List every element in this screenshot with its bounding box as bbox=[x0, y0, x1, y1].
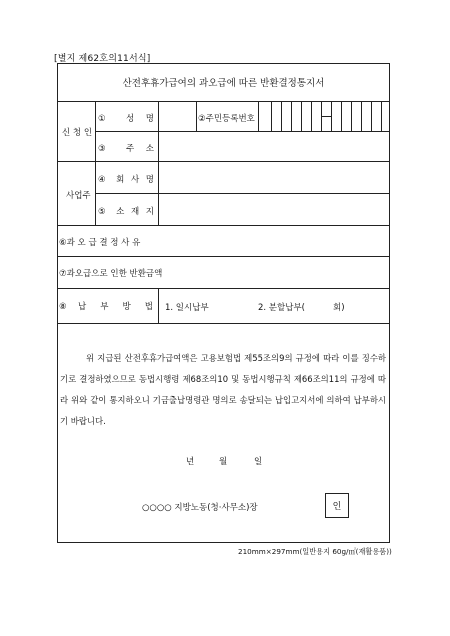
refund-amount-label: ⑦과오급으로 인한 반환금액 bbox=[59, 269, 163, 279]
rule-group-divider bbox=[95, 102, 96, 225]
rule-reason-bottom bbox=[57, 256, 390, 257]
payment-method-label: ⑧납 부 방 법 bbox=[59, 302, 153, 312]
date-month: 월 bbox=[219, 457, 228, 467]
rrn-box-divider bbox=[371, 102, 372, 131]
rrn-box-divider bbox=[341, 102, 342, 131]
date-year: 년 bbox=[186, 457, 195, 467]
rule-payment-bottom bbox=[57, 323, 390, 324]
rule-rrn-label-end bbox=[258, 102, 259, 131]
rrn-box-divider bbox=[331, 102, 332, 131]
issuing-office: ○○○○ 지방노동(청·사무소)장 bbox=[142, 503, 258, 513]
rrn-box-divider bbox=[301, 102, 302, 131]
rrn-box-divider bbox=[271, 102, 272, 131]
rrn-box-divider bbox=[361, 102, 362, 131]
rule-employer-bottom bbox=[57, 225, 390, 226]
payment-option-lump-sum: 1. 일시납부 bbox=[165, 303, 209, 313]
seal-box: 인 bbox=[325, 493, 349, 518]
payment-option-installment: 2. 분할납부( bbox=[258, 303, 305, 313]
rrn-label: ②주민등록번호 bbox=[198, 114, 255, 124]
rrn-box-divider bbox=[281, 102, 282, 131]
date-day: 일 bbox=[254, 457, 263, 467]
rrn-box-divider bbox=[351, 102, 352, 131]
form-number-label: [별지 제62호의11서식] bbox=[54, 54, 151, 64]
notice-body bbox=[60, 348, 386, 432]
rrn-dash bbox=[321, 116, 331, 117]
rule-applicant-mid bbox=[95, 131, 390, 132]
employer-group-label: 사업주 bbox=[66, 191, 91, 201]
rule-amount-bottom bbox=[57, 288, 390, 289]
notice-paragraph: 위 지급된 산전후휴가급여액은 고용보험법 제55조의9의 규정에 따라 이를 징수하기로 결정하였으므로 동법시행령 제68조의10 및 동법시행규칙 제66조의11의 규정에 따라 위와 같이 통지하오니 기금출납명령관 명의로 송달되는 납입고지서에 의하여 납부하시기 바랍니다. bbox=[60, 353, 386, 426]
rule-applicant-bottom bbox=[57, 161, 390, 162]
rrn-box-divider bbox=[291, 102, 292, 131]
overpayment-reason-label: ⑥과 오 급 결 정 사 유 bbox=[59, 238, 141, 248]
name-label: ① 성 명 bbox=[98, 114, 154, 124]
company-name-label: ④ 회 사 명 bbox=[98, 175, 154, 185]
rrn-box-divider bbox=[311, 102, 312, 131]
rule-payment-divider bbox=[158, 288, 159, 323]
payment-option-installment-end: 회) bbox=[333, 303, 345, 313]
paper-spec-footnote: 210mm×297mm(일반용지 60g/㎡(재활용품)) bbox=[238, 547, 392, 556]
rule-employer-mid bbox=[95, 193, 390, 194]
rule-label-divider bbox=[158, 102, 159, 225]
address-label: ③ 주 소 bbox=[98, 144, 154, 154]
company-location-label: ⑤ 소 재 지 bbox=[98, 207, 154, 217]
applicant-group-label: 신 청 인 bbox=[62, 128, 93, 138]
form-title: 산전후휴가급여의 과오급에 따른 반환결정통지서 bbox=[57, 63, 390, 102]
rule-name-end bbox=[196, 102, 197, 131]
rrn-box-divider bbox=[381, 102, 382, 131]
